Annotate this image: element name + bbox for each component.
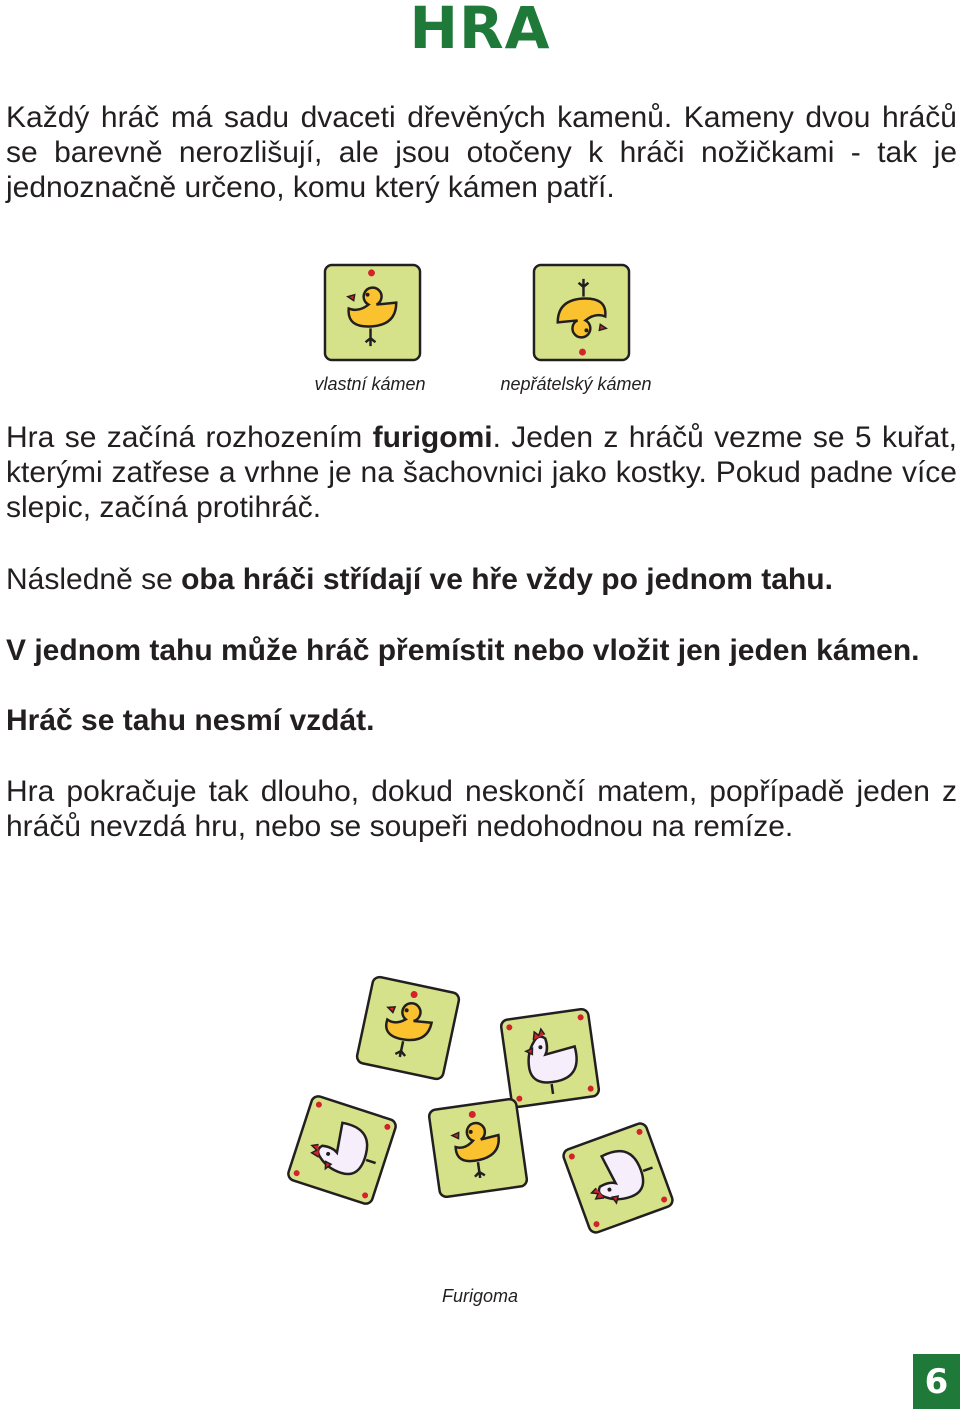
enemy-stone-icon <box>532 263 631 362</box>
end-paragraph: Hra pokračuje tak dlouho, dokud neskončí matem, popřípadě jeden z hráčů nevzdá hru, nebo se soupeři nedohodnou na remíze. <box>6 775 957 843</box>
furigomi-term: furigomi <box>372 421 493 454</box>
no-pass-paragraph: Hráč se tahu nesmí vzdát. <box>6 704 375 737</box>
start-text-2: . Jeden z hráčů vezme se 5 kuřat, kterými zatřese a vrhne je na šachovnici jako kostky. Pokud padne více slepic, začíná protihráč. <box>6 421 957 524</box>
start-paragraph <box>6 420 957 525</box>
own-stone-caption: vlastní kámen <box>314 374 426 394</box>
page-title: HRA <box>409 0 551 62</box>
alternate-text-1: Následně se <box>6 563 182 596</box>
furigoma-illustration <box>270 960 690 1260</box>
enemy-stone-caption: nepřátelský kámen <box>500 374 652 394</box>
alternate-paragraph <box>6 562 957 597</box>
intro-paragraph: Každý hráč má sadu dvaceti dřevěných kamenů. Kameny dvou hráčů se barevně nerozlišují, ale jsou otočeny k hráči nožičkami - tak je jednoznačně určeno, komu který kámen patří. <box>6 101 957 204</box>
one-move-paragraph: V jednom tahu může hráč přemístit nebo vložit jen jeden kámen. <box>6 634 920 667</box>
furigoma-caption: Furigoma <box>441 1286 519 1306</box>
start-text-1: Hra se začíná rozhozením <box>6 421 373 454</box>
alternate-text-2: oba hráči střídají ve hře vždy po jednom tahu. <box>181 563 833 596</box>
own-stone-icon <box>323 263 422 362</box>
page-number: 6 <box>913 1354 960 1409</box>
